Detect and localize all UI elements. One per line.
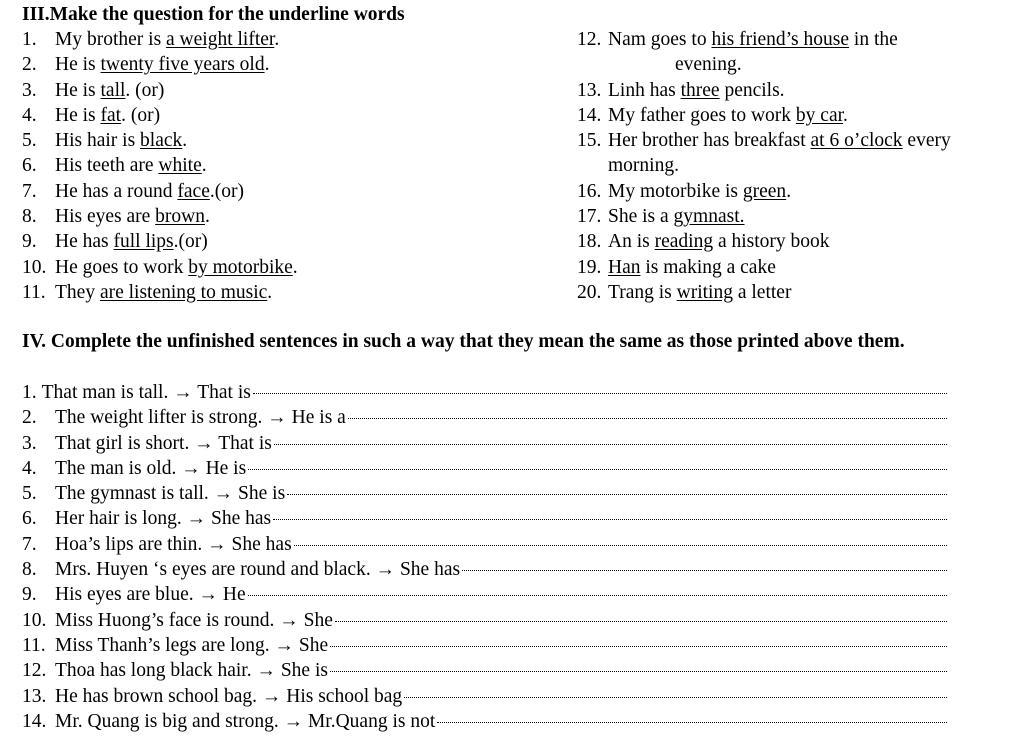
question-text: They — [55, 281, 100, 303]
underlined-word: are listening to music — [99, 281, 268, 303]
question-text-end: . (or) — [121, 104, 161, 126]
item-number: 7. — [22, 533, 37, 555]
question-item — [22, 179, 562, 204]
question-text-end: . — [843, 104, 848, 126]
completion-item — [22, 506, 947, 531]
underlined-word: writing — [676, 281, 733, 303]
question-text: She is a — [608, 206, 674, 228]
question-text: Nam goes to — [608, 29, 712, 50]
question-number: 3. — [22, 79, 37, 101]
question-text: He is — [55, 104, 101, 126]
underlined-word: brown — [155, 206, 205, 228]
item-prompt: Hoa’s lips are thin. → She has — [55, 533, 292, 555]
answer-blank[interactable] — [253, 392, 947, 394]
question-text-end: . — [201, 155, 207, 177]
completion-item — [22, 633, 947, 658]
underlined-word: twenty five years old — [100, 54, 265, 76]
answer-blank[interactable] — [274, 443, 947, 445]
question-item — [22, 27, 562, 52]
completion-item — [22, 380, 947, 405]
item-prompt: He has brown school bag. → His school bag — [55, 685, 403, 707]
underlined-word: white — [158, 155, 202, 177]
question-text: He is — [55, 54, 101, 76]
question-item — [22, 204, 562, 229]
completion-item — [22, 481, 947, 506]
item-prompt: That girl is short. → That is — [55, 432, 272, 454]
question-continuation — [577, 52, 1017, 77]
question-number: 16. — [577, 180, 602, 202]
question-text: Trang is — [608, 281, 677, 303]
section-3-right-column — [577, 27, 1017, 305]
question-text: He has a round — [55, 180, 178, 202]
underlined-word: reading — [654, 231, 714, 253]
completion-item — [22, 658, 947, 683]
completion-item — [22, 608, 947, 633]
item-prompt: The gymnast is tall. → She is — [55, 483, 286, 505]
question-number: 1. — [22, 29, 37, 50]
question-number: 4. — [22, 104, 37, 126]
question-text-end: in the — [849, 29, 898, 50]
answer-blank[interactable] — [294, 544, 947, 546]
answer-blank[interactable] — [330, 670, 947, 672]
question-text-end: .(or) — [209, 180, 244, 202]
question-text: His eyes are — [55, 206, 156, 228]
question-text-end: . — [786, 180, 792, 202]
question-text-end: . — [182, 130, 188, 152]
question-item — [22, 52, 562, 77]
item-prompt: Miss Thanh’s legs are long. → She — [55, 634, 329, 656]
underlined-word: three — [680, 79, 720, 101]
item-prompt: That man is tall. → That is — [41, 382, 251, 403]
underlined-word: his friend’s house — [711, 29, 850, 50]
section-3-left-column — [22, 27, 562, 305]
underlined-word: a weight lifter — [166, 29, 275, 50]
answer-blank[interactable] — [404, 696, 947, 698]
question-item — [22, 153, 562, 178]
underlined-word: tall — [100, 79, 126, 101]
question-item — [22, 103, 562, 128]
question-item — [22, 229, 562, 254]
question-text: He has — [55, 231, 114, 253]
underlined-word: by motorbike — [188, 256, 293, 278]
question-continuation — [577, 153, 1017, 178]
question-number: 18. — [577, 231, 602, 253]
answer-blank[interactable] — [335, 620, 947, 622]
question-text: My father goes to work — [608, 104, 796, 126]
completion-item — [22, 557, 947, 582]
completion-item — [22, 431, 947, 456]
question-text-end: . — [205, 206, 210, 228]
question-item — [22, 280, 562, 305]
question-text-end: is making a cake — [640, 256, 776, 278]
question-text-end: . — [292, 256, 298, 278]
underlined-word: green — [742, 180, 787, 202]
question-text-end: . — [264, 54, 270, 76]
completion-item — [22, 709, 947, 734]
question-item — [22, 128, 562, 153]
question-text: Linh has — [608, 79, 681, 101]
underlined-word: gymnast. — [673, 206, 745, 228]
answer-blank[interactable] — [287, 493, 947, 495]
question-number: 17. — [577, 206, 602, 228]
question-item — [577, 27, 1017, 52]
question-text: His teeth are — [55, 155, 159, 177]
underlined-word: by car — [795, 104, 844, 126]
question-text-end: . (or) — [125, 79, 165, 101]
answer-blank[interactable] — [248, 594, 947, 596]
item-prompt: His eyes are blue. → He — [55, 584, 246, 606]
question-text-end: every — [902, 130, 951, 152]
underlined-word: face — [177, 180, 210, 202]
question-number: 15. — [577, 130, 602, 152]
question-text: He is — [55, 79, 101, 101]
question-text: Her brother has breakfast — [608, 130, 811, 152]
question-item — [577, 78, 1017, 103]
item-number: 14. — [22, 710, 47, 732]
answer-blank[interactable] — [437, 721, 947, 723]
completion-item — [22, 405, 947, 430]
question-text-end: . — [267, 281, 273, 303]
item-number: 5. — [22, 483, 37, 505]
section-4-list — [22, 380, 947, 734]
underlined-word: full lips — [113, 231, 174, 253]
question-item — [577, 204, 1017, 229]
underlined-word: at 6 o’clock — [810, 130, 903, 152]
question-text-end: a history book — [713, 231, 830, 253]
question-item — [22, 255, 562, 280]
item-number: 12. — [22, 660, 47, 682]
question-item — [577, 229, 1017, 254]
question-number: 10. — [22, 256, 47, 278]
question-number: 19. — [577, 256, 602, 278]
item-number: 10. — [22, 609, 47, 631]
question-number: 6. — [22, 155, 37, 177]
item-number: 4. — [22, 457, 37, 479]
completion-item — [22, 684, 947, 709]
question-text-end: a letter — [732, 281, 792, 303]
question-text: My brother is — [55, 29, 167, 50]
item-number: 13. — [22, 685, 47, 707]
question-number: 5. — [22, 130, 37, 152]
question-text: An is — [608, 231, 655, 253]
item-prompt: Mrs. Huyen ‘s eyes are round and black. → She has — [55, 559, 461, 581]
item-number: 8. — [22, 559, 37, 581]
underlined-word: fat — [100, 104, 122, 126]
item-prompt: The man is old. → He is — [55, 457, 247, 479]
question-number: 7. — [22, 180, 37, 202]
question-text: He goes to work — [55, 256, 189, 278]
item-number: 1. — [22, 382, 37, 403]
question-text: My motorbike is — [608, 180, 743, 202]
question-item — [577, 179, 1017, 204]
question-number: 13. — [577, 79, 602, 101]
question-number: 2. — [22, 54, 37, 76]
question-text-continued: morning. — [608, 155, 679, 177]
item-number: 11. — [22, 634, 46, 656]
question-item — [577, 255, 1017, 280]
question-number: 12. — [577, 29, 602, 50]
question-number: 14. — [577, 104, 602, 126]
item-number: 9. — [22, 584, 37, 606]
question-text-continued: evening. — [675, 54, 742, 76]
question-item — [577, 280, 1017, 305]
item-number: 3. — [22, 432, 37, 454]
item-number: 2. — [22, 407, 37, 429]
question-number: 20. — [577, 281, 602, 303]
section-4-title: IV. Complete the unfinished sentences in such a way that they mean the same as those printed above them. — [22, 331, 905, 352]
question-number: 11. — [22, 281, 46, 303]
answer-blank[interactable] — [248, 468, 947, 470]
answer-blank[interactable] — [330, 645, 947, 647]
answer-blank[interactable] — [273, 518, 947, 520]
item-number: 6. — [22, 508, 37, 530]
question-text-end: .(or) — [173, 231, 208, 253]
item-prompt: Thoa has long black hair. → She is — [55, 660, 328, 682]
section-3-title: III.Make the question for the underline words — [22, 4, 405, 25]
item-prompt: Mr. Quang is big and strong. → Mr.Quang is not — [55, 710, 436, 732]
completion-item — [22, 456, 947, 481]
completion-item — [22, 532, 947, 557]
underlined-word: Han — [608, 256, 641, 278]
item-prompt: Her hair is long. → She has — [55, 508, 272, 530]
question-number: 8. — [22, 206, 37, 228]
question-item — [577, 128, 1017, 153]
question-text-end: . — [274, 29, 280, 50]
item-prompt: Miss Huong’s face is round. → She — [55, 609, 333, 631]
question-text: His hair is — [55, 130, 141, 152]
item-prompt: The weight lifter is strong. → He is a — [55, 407, 346, 429]
question-text-end: pencils. — [719, 79, 785, 101]
question-item — [577, 103, 1017, 128]
question-item — [22, 78, 562, 103]
answer-blank[interactable] — [348, 417, 947, 419]
completion-item — [22, 582, 947, 607]
underlined-word: black — [140, 130, 183, 152]
question-number: 9. — [22, 231, 37, 253]
answer-blank[interactable] — [462, 569, 947, 571]
